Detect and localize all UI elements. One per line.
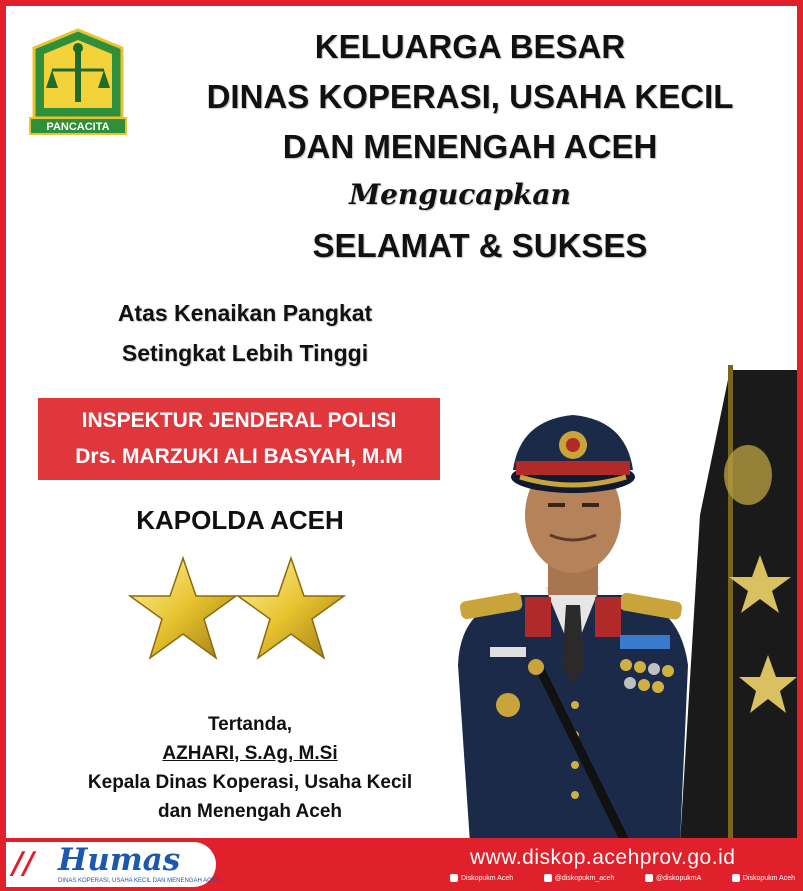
header-line-1: KELUARGA BESAR <box>314 28 626 65</box>
honoree-position: KAPOLDA ACEH <box>136 505 344 535</box>
twitter-link[interactable]: @diskopukmA <box>645 874 701 882</box>
signature-title-2: dan Menengah Aceh <box>157 801 343 822</box>
instagram-link[interactable]: @diskopukm_aceh <box>544 874 615 882</box>
star-icon <box>238 558 344 658</box>
facebook-icon <box>450 874 458 882</box>
rank-stars <box>126 556 356 666</box>
signature-title-1: Kepala Dinas Koperasi, Usaha Kecil <box>87 772 413 793</box>
social-links <box>450 874 795 882</box>
youtube-link[interactable]: Diskopukm Aceh <box>732 874 795 882</box>
aceh-crest-icon <box>22 26 134 138</box>
twitter-icon <box>645 874 653 882</box>
instagram-icon <box>544 874 552 882</box>
facebook-link[interactable]: Diskopukm Aceh <box>450 874 513 882</box>
header-line-3: DAN MENENGAH ACEH <box>282 128 658 165</box>
signature-name: AZHARI, S.Ag, M.Si <box>162 743 338 764</box>
officer-portrait-image <box>430 365 797 843</box>
star-icon <box>130 558 236 658</box>
humas-brand-subtitle: DINAS KOPERASI, USAHA KECIL DAN MENENGAH ACEH <box>58 878 220 884</box>
signature-tertanda: Tertanda, <box>207 714 293 735</box>
subtitle-line-2: Setingkat Lebih Tinggi <box>121 340 369 366</box>
website-url[interactable]: www.diskop.acehprov.go.id <box>470 846 736 869</box>
logo-label: PANCACITA <box>46 121 110 133</box>
youtube-icon <box>732 874 740 882</box>
header-mengucapkan: Mengucapkan <box>349 178 571 211</box>
subtitle-line-1: Atas Kenaikan Pangkat <box>117 300 373 326</box>
humas-slash-icon: // <box>12 846 34 881</box>
honoree-name: Drs. MARZUKI ALI BASYAH, M.M <box>75 445 403 468</box>
humas-brand: Humas <box>58 842 181 878</box>
honoree-box <box>38 398 440 480</box>
honoree-rank-title: INSPEKTUR JENDERAL POLISI <box>81 409 397 432</box>
header-selamat: SELAMAT & SUKSES <box>312 227 648 264</box>
header-line-2: DINAS KOPERASI, USAHA KECIL <box>206 78 734 115</box>
